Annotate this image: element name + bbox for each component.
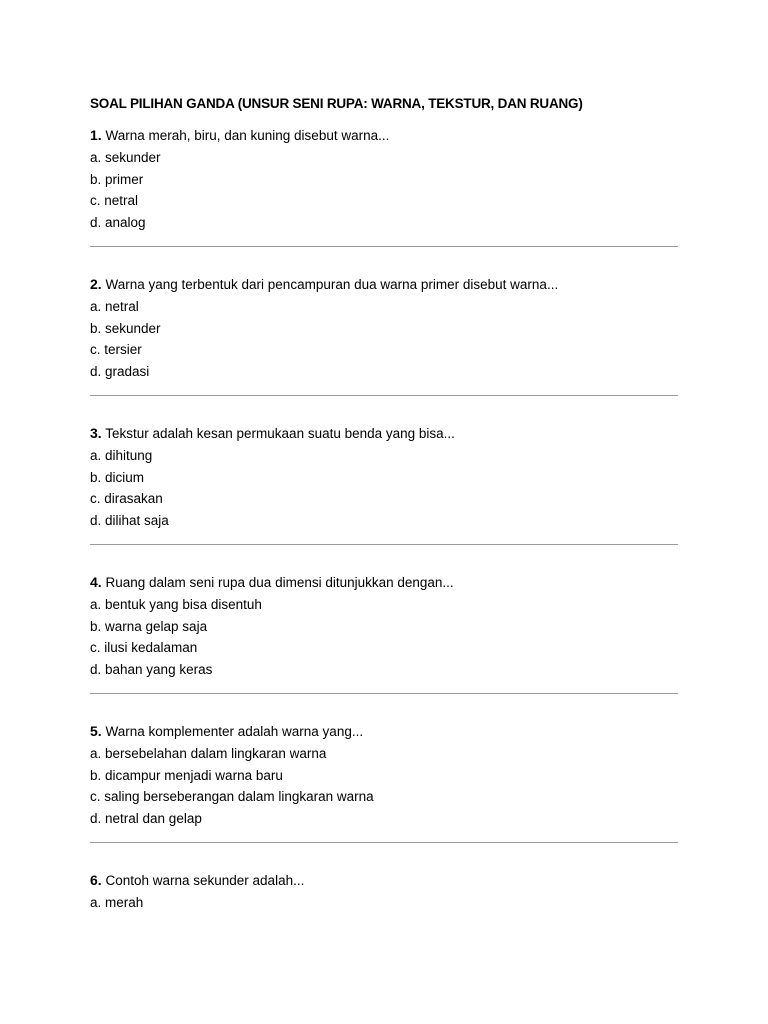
question-5 <box>90 721 678 830</box>
option-d: d. dilihat saja <box>90 513 169 529</box>
option-d: d. analog <box>90 215 146 231</box>
option-c: c. netral <box>90 193 139 209</box>
option-c: c. ilusi kedalaman <box>90 640 198 656</box>
question-text <box>90 572 678 594</box>
option-b: b. primer <box>90 171 144 187</box>
option-a: a. dihitung <box>90 447 153 463</box>
question-number: 6. <box>90 871 102 888</box>
question-number: 2. <box>90 275 102 292</box>
option-d: d. netral dan gelap <box>90 811 202 827</box>
question-prompt: Warna yang terbentuk dari pencampuran dua warna primer disebut warna... <box>105 276 559 292</box>
question-6 <box>90 870 678 914</box>
divider <box>90 395 678 396</box>
option-d: d. bahan yang keras <box>90 662 213 678</box>
option-c: c. dirasakan <box>90 491 163 507</box>
question-4 <box>90 572 678 681</box>
question-text <box>90 274 678 296</box>
question-prompt: Ruang dalam seni rupa dua dimensi ditunjukkan dengan... <box>105 574 454 590</box>
question-number: 3. <box>90 424 102 441</box>
option-d: d. gradasi <box>90 364 150 380</box>
option-c: c. tersier <box>90 342 142 358</box>
option-b: b. sekunder <box>90 320 161 336</box>
divider <box>90 693 678 694</box>
option-a: a. netral <box>90 298 139 314</box>
document-page <box>90 94 678 914</box>
option-b: b. dicium <box>90 469 145 485</box>
question-text <box>90 870 678 892</box>
question-3 <box>90 423 678 532</box>
option-c: c. saling berseberangan dalam lingkaran warna <box>90 789 374 805</box>
option-b: b. dicampur menjadi warna baru <box>90 767 283 783</box>
option-b: b. warna gelap saja <box>90 618 208 634</box>
page-title: SOAL PILIHAN GANDA (UNSUR SENI RUPA: WARNA, TEKSTUR, DAN RUANG) <box>90 96 583 111</box>
question-text <box>90 125 678 147</box>
question-number: 1. <box>90 127 102 143</box>
option-a: a. merah <box>90 894 144 910</box>
question-number: 4. <box>90 573 102 590</box>
question-2 <box>90 274 678 383</box>
question-prompt: Warna komplementer adalah warna yang... <box>105 723 364 739</box>
question-text <box>90 721 678 743</box>
option-a: a. sekunder <box>90 149 161 165</box>
question-prompt: Warna merah, biru, dan kuning disebut warna... <box>105 128 390 143</box>
option-a: a. bentuk yang bisa disentuh <box>90 596 262 612</box>
question-number: 5. <box>90 722 102 739</box>
option-a: a. bersebelahan dalam lingkaran warna <box>90 745 327 761</box>
question-prompt: Tekstur adalah kesan permukaan suatu benda yang bisa... <box>105 425 455 441</box>
question-text <box>90 423 678 445</box>
divider <box>90 544 678 545</box>
question-prompt: Contoh warna sekunder adalah... <box>105 872 305 888</box>
divider <box>90 246 678 247</box>
divider <box>90 842 678 843</box>
question-1 <box>90 125 678 234</box>
